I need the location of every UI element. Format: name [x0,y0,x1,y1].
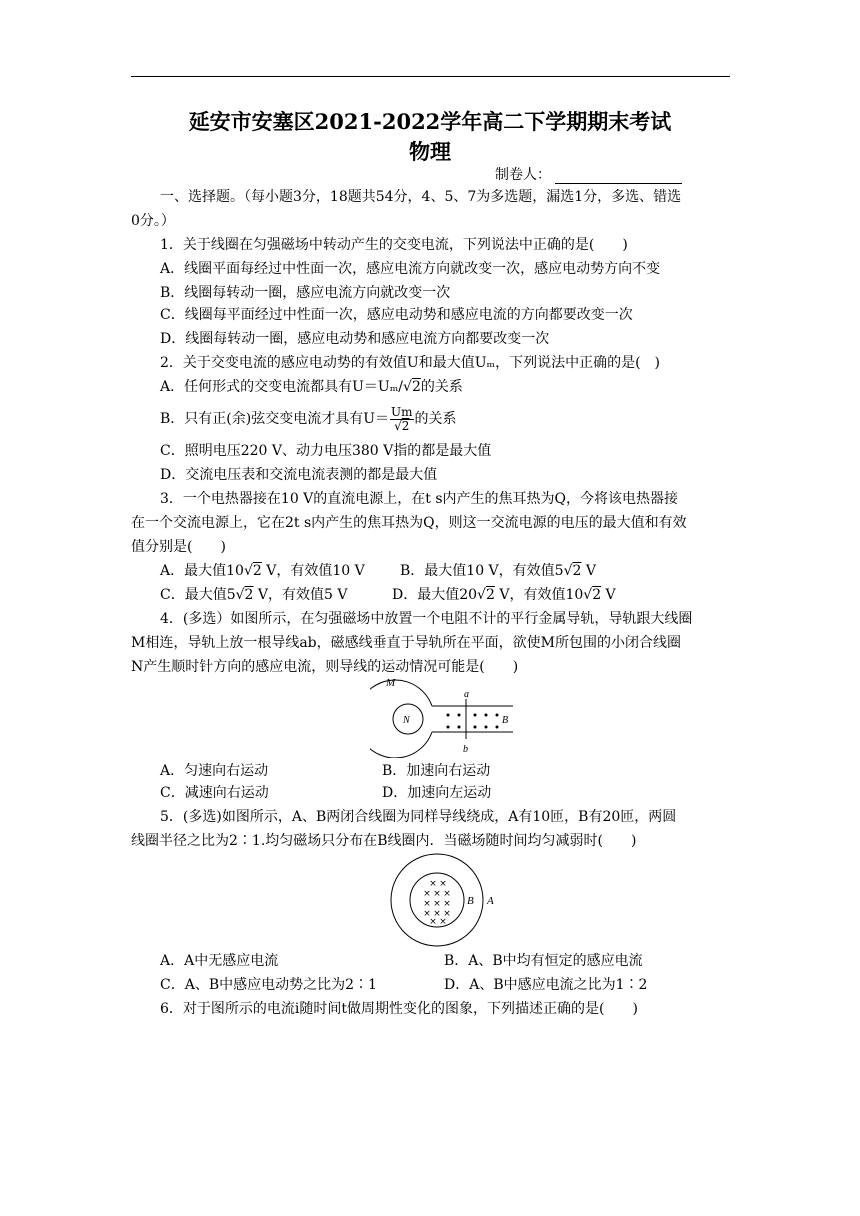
q3-option-b: B．最大值10 V，有效值5√2 V [400,563,596,579]
q4-line1: 4．(多选）如图所示，在匀强磁场中放置一个电阻不计的平行金属导轨，导轨跟大线圈 [160,611,693,627]
q2-b-pre: B．只有正(余)弦交变电流才具有U＝ [160,411,390,427]
label-coil-a: A [487,895,494,907]
svg-text:×: × [423,899,431,909]
q2-option-a: A．任何形式的交变电流都具有U＝Uₘ/√2的关系 [160,379,463,395]
svg-text:×: × [433,899,441,909]
maker-blank [555,169,682,184]
q5-figure [375,852,500,948]
q1-option-c: C．线圈每平面经过中性面一次，感应电动势和感应电流的方向都要改变一次 [160,307,633,323]
svg-text:×: × [423,909,431,919]
q2-b-denominator: √2 [394,418,410,433]
q4-option-b: B．加速向右运动 [382,763,491,779]
q5-line2: 线圈半径之比为2∶1.均匀磁场只分布在B线圈内．当磁场随时间均匀减弱时( ) [131,833,637,849]
q5-option-c: C．A、B中感应电动势之比为2∶1 [160,977,377,993]
q1-stem: 1．关于线圈在匀强磁场中转动产生的交变电流，下列说法中正确的是( ) [160,237,628,253]
q4-line2: M相连，导轨上放一根导线ab，磁感线垂直于导轨所在平面，欲使M所包围的小闭合线圈 [131,635,681,651]
svg-text:×: × [423,889,431,899]
svg-text:×: × [429,917,437,927]
q3-line2: 在一个交流电源上，它在2t s内产生的焦耳热为Q，则这一交流电源的电压的最大值和有效 [131,515,687,531]
label-field-b: B [502,715,509,726]
q1-option-d: D．线圈每转动一圈，感应电动势和感应电流方向都要改变一次 [160,331,550,347]
label-a: a [464,689,469,700]
q3-line1: 3．一个电热器接在10 V的直流电源上，在t s内产生的焦耳热为Q，今将该电热器接 [160,491,679,507]
q2-stem: 2．关于交变电流的感应电动势的有效值U和最大值Uₘ，下列说法中正确的是( ) [160,355,661,371]
q5-option-a: A．A中无感应电流 [160,953,279,969]
top-rule [131,76,730,77]
q6-stem: 6．对于图所示的电流i随时间t做周期性变化的图象，下列描述正确的是( ) [160,1001,638,1017]
label-b: b [463,744,468,755]
q3-option-a: A．最大值10√2 V，有效值10 V [160,563,365,579]
section-instructions-line1: 一、选择题。（每小题3分，18题共54分，4、5、7为多选题，漏选1分，多选、错选 [160,189,682,205]
q4-figure [370,672,520,758]
q2-a-post: 的关系 [420,379,463,395]
svg-text:×: × [443,889,451,899]
label-coil-b: B [467,895,474,907]
svg-text:×: × [433,889,441,899]
q1-option-a: A．线圈平面每经过中性面一次，感应电流方向就改变一次，感应电动势方向不变 [160,261,661,277]
q3-option-d: D．最大值20√2 V，有效值10√2 V [392,587,616,603]
exam-title: 延安市安塞区2021-2022学年高二下学期期末考试 [188,109,672,134]
svg-text:×: × [439,917,447,927]
q4-option-a: A．匀速向右运动 [160,763,269,779]
q2-b-fraction [390,406,414,433]
field-dots [447,714,499,729]
q4-option-c: C．减速向右运动 [160,785,269,801]
field-crosses [423,879,451,927]
svg-text:×: × [433,909,441,919]
svg-text:×: × [443,899,451,909]
q1-option-b: B．线圈每转动一圈，感应电流方向就改变一次 [160,285,451,301]
q4-option-d: D．加速向左运动 [382,785,492,801]
svg-text:×: × [429,879,437,889]
maker-label: 制卷人： [495,167,551,183]
subject-title: 物理 [409,139,451,164]
q3-option-c: C．最大值5√2 V，有效值5 V [160,587,348,603]
maker-field [495,166,682,184]
q5-line1: 5．(多选)如图所示，A、B两闭合线圈为同样导线绕成，A有10匝，B有20匝，两圆 [160,809,677,825]
q2-option-b [160,404,457,434]
svg-text:×: × [443,909,451,919]
q2-a-pre: A．任何形式的交变电流都具有U＝Uₘ/ [160,379,404,395]
q2-option-c: C．照明电压220 V、动力电压380 V指的都是最大值 [160,443,492,459]
q3-line3: 值分别是( ) [131,539,226,555]
q2-b-post: 的关系 [414,411,457,427]
q2-option-d: D．交流电压表和交流电流表测的都是最大值 [160,467,438,483]
section-instructions-line2: 0分。） [131,213,175,229]
q4-line3: N产生顺时针方向的感应电流，则导线的运动情况可能是( ) [131,659,519,675]
svg-text:×: × [439,879,447,889]
q5-option-b: B．A、B中均有恒定的感应电流 [444,953,643,969]
label-m: M [386,677,396,689]
q5-option-d: D．A、B中感应电流之比为1∶2 [444,977,648,993]
q2-b-numerator: Um [391,404,413,419]
label-n: N [403,715,410,726]
q2-a-root: 2 [411,379,421,395]
